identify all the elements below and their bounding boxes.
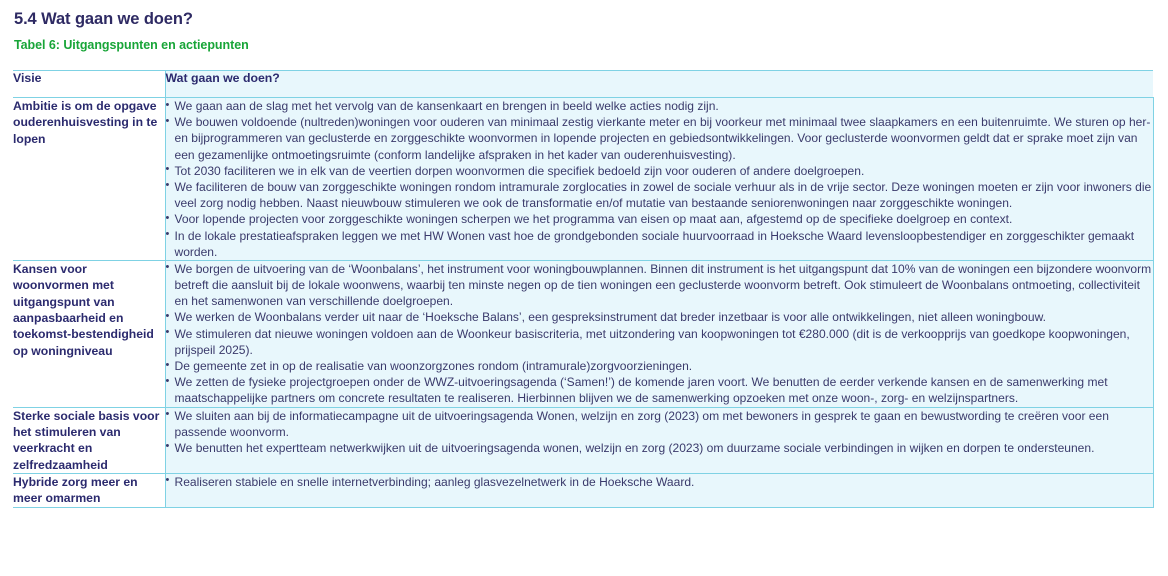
list-item: • We gaan aan de slag met het vervolg van de kansenkaart en brengen in beeld welke acties nodig zijn.	[166, 98, 1153, 114]
bullet-list	[166, 261, 1153, 407]
row-visie-label: Kansen voor woonvormen met uitgangspunt van aanpasbaarheid en toekomst-bestendigheid op woningniveau	[13, 260, 165, 407]
table-row	[13, 473, 1153, 507]
table-container	[13, 70, 1153, 508]
table-row	[13, 98, 1153, 261]
table-header-row	[13, 71, 1153, 98]
list-item: • We borgen de uitvoering van de ‘Woonbalans’, het instrument voor woningbouwplannen. Binnen dit instrument is het uitgangspunt dat 10% van de woningen een bijzondere woonvorm betreft die aansluit bij de lokale woonwens, waarbij ten minste negen op de tien woningen een geclusterde woonvorm betreft. Ook stimuleert de Woonbalans ontmoeting, collectiviteit en het samenwonen van verschillende doelgroepen.	[166, 261, 1153, 310]
list-item: • We werken de Woonbalans verder uit naar de ‘Hoeksche Balans’, een gespreksinstrument dat breder inzetbaar is voor alle ontwikkelingen, niet alleen woningbouw.	[166, 309, 1153, 325]
row-visie-label: Ambitie is om de opgave ouderenhuisvesting in te lopen	[13, 98, 165, 261]
table-row	[13, 407, 1153, 473]
list-item: • Tot 2030 faciliteren we in elk van de veertien dorpen woonvormen die specifiek bedoeld zijn voor ouderen of andere doelgroepen.	[166, 163, 1153, 179]
bullet-list	[166, 98, 1153, 260]
row-actions-cell	[165, 407, 1153, 473]
list-item: • We bouwen voldoende (nultreden)woningen voor ouderen van minimaal zestig vierkante meter en bij voorkeur met minimaal twee slaapkamers en een buitenruimte. We sturen op her- en bijprogrammeren van geclusterde en zorggeschikte woonvormen in lopende projecten en gebiedsontwikkelingen. Voor geclusterde woonvormen geldt dat er sprake moet zijn van een gezamenlijke ontmoetingsruimte (conform landelijke afspraken in het kader van ouderenhuisvesting).	[166, 114, 1153, 163]
uitgangspunten-actiepunten-table	[13, 70, 1154, 508]
list-item: • We stimuleren dat nieuwe woningen voldoen aan de Woonkeur basiscriteria, met uitzondering van koopwoningen tot €280.000 (dit is de verkoopprijs van goedkope koopwoningen, prijspeil 2025).	[166, 326, 1153, 358]
list-item: • In de lokale prestatieafspraken leggen we met HW Wonen vast hoe de grondgebonden sociale huurvoorraad in Hoeksche Waard levensloopbestendiger en zorggeschikter gemaakt worden.	[166, 228, 1153, 260]
list-item: • De gemeente zet in op de realisatie van woonzorgzones rondom (intramurale)zorgvoorzieningen.	[166, 358, 1153, 374]
section-heading: 5.4 Wat gaan we doen?	[14, 10, 193, 28]
row-actions-cell	[165, 98, 1153, 261]
table-row	[13, 260, 1153, 407]
column-header-visie: Visie	[13, 71, 165, 98]
row-visie-label: Sterke sociale basis voor het stimuleren van veerkracht en zelfredzaamheid	[13, 407, 165, 473]
list-item: • Voor lopende projecten voor zorggeschikte woningen scherpen we het programma van eisen op maat aan, afgestemd op de specifieke doelgroep en context.	[166, 211, 1153, 227]
list-item: • We zetten de fysieke projectgroepen onder de WWZ-uitvoeringsagenda (‘Samen!’) de komende jaren voort. We benutten de eerder verkende kansen en de samenwerking met maatschappelijke partners om concrete resultaten te realiseren. Hierbinnen blijven we de samenwerking opzoeken met onze woon-, zorg- en welzijnspartners.	[166, 374, 1153, 406]
table-body	[13, 98, 1153, 508]
list-item: • Realiseren stabiele en snelle internetverbinding; aanleg glasvezelnetwerk in de Hoeksche Waard.	[166, 474, 1153, 490]
list-item: • We benutten het expertteam netwerkwijken uit de uitvoeringsagenda wonen, welzijn en zorg (2023) om duurzame sociale verbindingen in wijken en dorpen te ondersteunen.	[166, 440, 1153, 456]
row-visie-label: Hybride zorg meer en meer omarmen	[13, 473, 165, 507]
bullet-list	[166, 408, 1153, 457]
table-caption: Tabel 6: Uitgangspunten en actiepunten	[14, 38, 249, 52]
bullet-list	[166, 474, 1153, 490]
column-header-wat-gaan-we-doen: Wat gaan we doen?	[165, 71, 1153, 98]
row-actions-cell	[165, 473, 1153, 507]
list-item: • We faciliteren de bouw van zorggeschikte woningen rondom intramurale zorglocaties in zowel de sociale verhuur als in de vrije sector. Deze woningen moeten er zijn voor inwoners die veel zorg nodig hebben. Naast nieuwbouw stimuleren we ook de transformatie en/of mutatie van bestaande seniorenwoningen naar zorggeschikte woningen.	[166, 179, 1153, 211]
list-item: • We sluiten aan bij de informatiecampagne uit de uitvoeringsagenda Wonen, welzijn en zorg (2023) om met bewoners in gesprek te gaan en bewustwording te creëren voor een passende woonvorm.	[166, 408, 1153, 440]
row-actions-cell	[165, 260, 1153, 407]
